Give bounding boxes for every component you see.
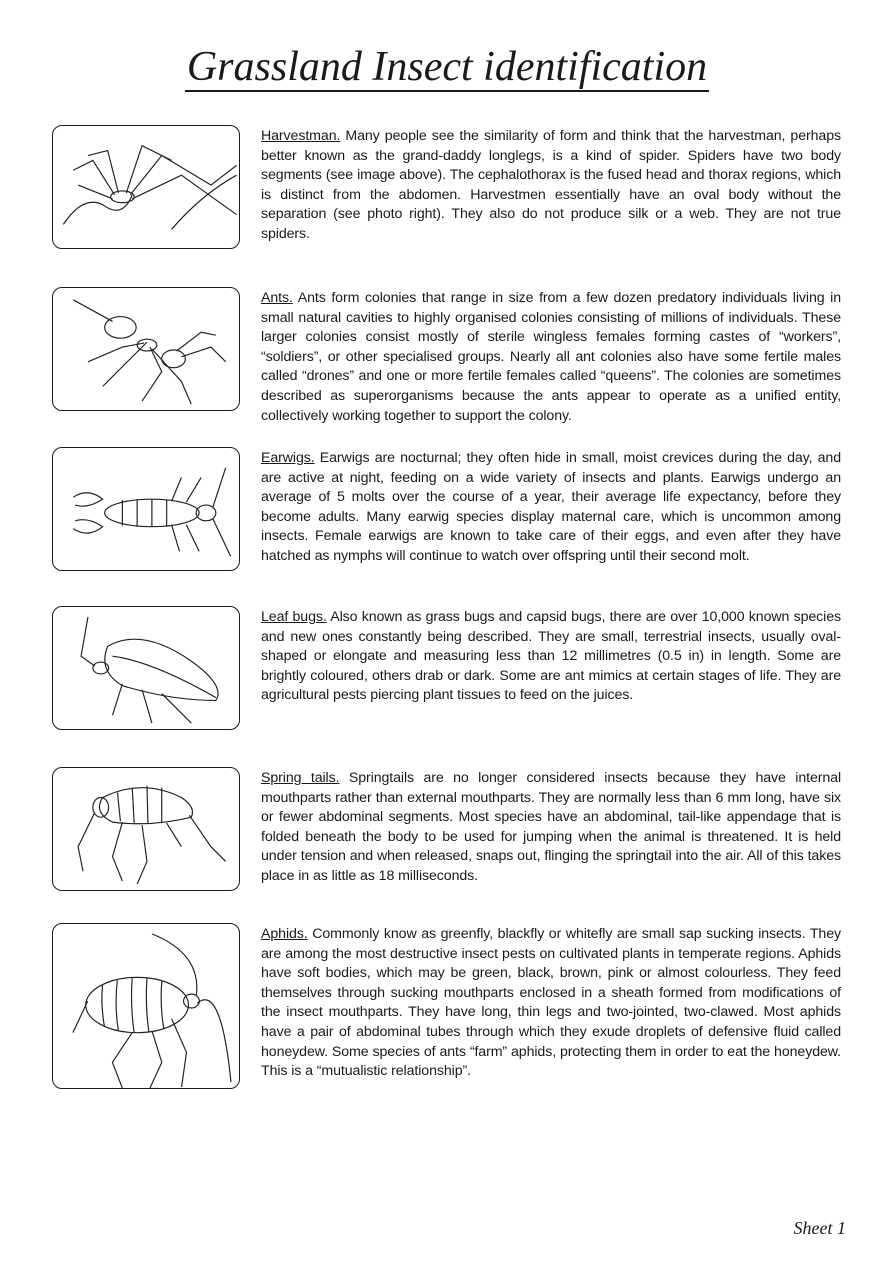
- aphids-text: [261, 925, 841, 1082]
- sheet-number: Sheet 1: [793, 1218, 846, 1238]
- ant-image: [52, 287, 240, 411]
- spring-tails-heading: Spring tails.: [261, 770, 340, 786]
- aphid-image: [52, 923, 240, 1089]
- page-title-wrap: [0, 40, 894, 94]
- earwigs-body: Earwigs are nocturnal; they often hide in small, moist crevices during the day, and are active at night, feeding on a wide variety of insects and plants. Earwigs undergo an average of 5 molts over the course of a year, their average life expectancy, before they become adults. Many earwig species display maternal care, which is uncommon among insects. Female earwigs are known to take care of their eggs, and even after they have hatched as nymphs will continue to watch over offspring until their second molt.: [261, 450, 841, 564]
- ants-text: [261, 289, 841, 426]
- aphids-heading: Aphids.: [261, 926, 308, 942]
- spring-tails-text: [261, 769, 841, 887]
- leaf-bugs-heading: Leaf bugs.: [261, 609, 327, 625]
- aphid-icon: [53, 924, 239, 1088]
- page-title: Grassland Insect identification: [186, 44, 708, 90]
- ant-icon: [53, 288, 239, 410]
- leaf-bug-icon: [53, 607, 239, 729]
- leaf-bugs-body: Also known as grass bugs and capsid bugs, there are over 10,000 known species and new ones constantly being described. They are small, terrestrial insects, usually oval-shaped or elongate and measuring less than 12 millimetres (0.5 in) in length. Some are brightly coloured, others drab or dark. Some are ant mimics at certain stages of life. They are agricultural pests piercing plant tissues to feed on the juices.: [261, 609, 842, 704]
- earwig-icon: [53, 448, 239, 570]
- ants-heading: Ants.: [261, 290, 293, 306]
- earwig-image: [52, 447, 240, 571]
- leaf-bug-image: [52, 606, 240, 730]
- harvestman-heading: Harvestman.: [261, 128, 341, 144]
- harvestman-body: Many people see the similarity of form and think that the harvestman, perhaps better known as the grand-daddy longlegs, is a kind of spider. Spiders have two body segments (see image above). The cephalothorax is the fused head and thorax regions, which is distinct from the abdomen. Harvestmen essentially have an oval body without the separation (see photo right). They also do not produce silk or a web. They are not true spiders.: [261, 128, 841, 242]
- leaf-bugs-text: [261, 608, 841, 706]
- harvestman-image: [52, 125, 240, 249]
- spring-tails-body: Springtails are no longer considered insects because they have internal mouthparts rather than external mouthparts. They are normally less than 6 mm long, have six or fewer abdominal segments. Most species have an abdominal, tail-like appendage that is folded beneath the body to be used for jumping when the animal is threatened. It is held under tension and when released, snaps out, flinging the springtail into the air. All of this takes place in as little as 18 milliseconds.: [261, 770, 841, 884]
- springtail-image: [52, 767, 240, 891]
- ants-body: Ants form colonies that range in size from a few dozen predatory individuals living in small natural cavities to highly organised colonies consisting of millions of individuals. These larger colonies consist mostly of sterile wingless females forming castes of “workers”, “soldiers”, or other specialised groups. Nearly all ant colonies also have some fertile males called “drones” and one or more fertile females called “queens”. The colonies are sometimes described as superorganisms because the ants appear to operate as a unified entity, collectively working together to support the colony.: [261, 290, 841, 424]
- harvestman-text: [261, 127, 841, 245]
- aphids-body: Commonly know as greenfly, blackfly or whitefly are small sap sucking insects. They are among the most destructive insect pests on cultivated plants in temperate regions. Aphids have soft bodies, which may be green, black, brown, pink or almost colourless. They feed themselves through sucking mouthparts enclosed in a sheath formed from modifications of the insect mouthparts. They have long, thin legs and two-jointed, two-clawed. Most aphids have a pair of abdominal tubes through which they exude droplets of defensive fluid called honeydew. Some species of ants “farm” aphids, protecting them in order to eat the honeydew. This is a “mutualistic relationship”.: [261, 926, 841, 1080]
- harvestman-icon: [53, 126, 239, 248]
- springtail-icon: [53, 768, 239, 890]
- earwigs-heading: Earwigs.: [261, 450, 315, 466]
- earwigs-text: [261, 449, 841, 567]
